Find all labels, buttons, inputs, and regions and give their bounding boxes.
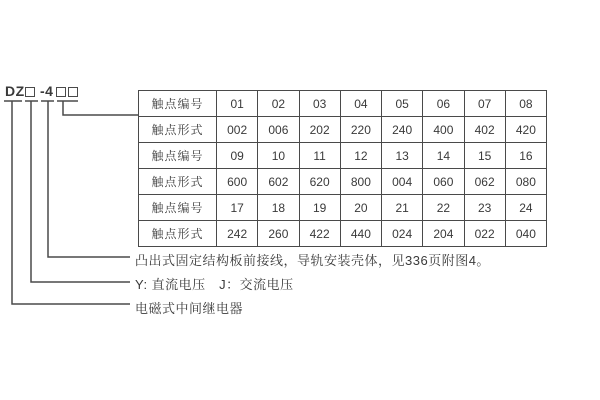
table-cell: 24 <box>505 195 546 221</box>
table-cell: 400 <box>423 117 464 143</box>
table-cell: 15 <box>464 143 505 169</box>
annotation-relay-type: 电磁式中间继电器 <box>135 301 244 316</box>
model-blank-box-1 <box>25 87 35 97</box>
table-row <box>139 91 547 117</box>
table-row <box>139 143 547 169</box>
table-cell: 260 <box>258 221 299 247</box>
table-cell: 07 <box>464 91 505 117</box>
table-cell: 040 <box>505 221 546 247</box>
table-cell: 16 <box>505 143 546 169</box>
table-cell: 22 <box>423 195 464 221</box>
connector-line-voltage <box>31 101 130 282</box>
table-row-label: 触点编号 <box>139 143 217 169</box>
connector-line-contacts <box>63 101 138 115</box>
table-cell: 600 <box>217 169 258 195</box>
table-cell: 04 <box>340 91 381 117</box>
table-cell: 022 <box>464 221 505 247</box>
table-cell: 19 <box>299 195 340 221</box>
connector-line-structure <box>48 101 130 257</box>
table-cell: 13 <box>382 143 423 169</box>
model-prefix: DZ <box>5 83 25 99</box>
table-cell: 422 <box>299 221 340 247</box>
table-cell: 08 <box>505 91 546 117</box>
table-cell: 10 <box>258 143 299 169</box>
table-cell: 062 <box>464 169 505 195</box>
table-cell: 23 <box>464 195 505 221</box>
table-cell: 060 <box>423 169 464 195</box>
table-cell: 17 <box>217 195 258 221</box>
table-cell: 440 <box>340 221 381 247</box>
table-cell: 240 <box>382 117 423 143</box>
table-cell: 602 <box>258 169 299 195</box>
table-cell: 202 <box>299 117 340 143</box>
table-row-label: 触点形式 <box>139 221 217 247</box>
table-cell: 220 <box>340 117 381 143</box>
table-cell: 620 <box>299 169 340 195</box>
table-cell: 402 <box>464 117 505 143</box>
table-cell: 02 <box>258 91 299 117</box>
table-cell: 420 <box>505 117 546 143</box>
table-row <box>139 221 547 247</box>
contact-table <box>138 90 547 247</box>
table-cell: 800 <box>340 169 381 195</box>
table-row-label: 触点编号 <box>139 91 217 117</box>
table-row <box>139 117 547 143</box>
table-cell: 004 <box>382 169 423 195</box>
table-cell: 18 <box>258 195 299 221</box>
table-row-label: 触点形式 <box>139 169 217 195</box>
table-row <box>139 195 547 221</box>
table-cell: 05 <box>382 91 423 117</box>
table-cell: 21 <box>382 195 423 221</box>
model-infix: -4 <box>40 83 54 99</box>
table-cell: 14 <box>423 143 464 169</box>
table-cell: 024 <box>382 221 423 247</box>
table-row <box>139 169 547 195</box>
table-cell: 002 <box>217 117 258 143</box>
table-cell: 06 <box>423 91 464 117</box>
table-cell: 006 <box>258 117 299 143</box>
annotation-structure: 凸出式固定结构板前接线，导轨安装壳体，见336页附图4。 <box>135 253 490 268</box>
annotation-voltage: Y: 直流电压 J：交流电压 <box>135 277 294 292</box>
table-cell: 11 <box>299 143 340 169</box>
table-cell: 242 <box>217 221 258 247</box>
table-row-label: 触点形式 <box>139 117 217 143</box>
model-blank-box-3 <box>68 87 78 97</box>
table-cell: 204 <box>423 221 464 247</box>
table-cell: 12 <box>340 143 381 169</box>
table-row-label: 触点编号 <box>139 195 217 221</box>
table-cell: 01 <box>217 91 258 117</box>
model-blank-box-2 <box>56 87 66 97</box>
table-cell: 080 <box>505 169 546 195</box>
table-cell: 03 <box>299 91 340 117</box>
connector-line-dz <box>12 101 130 304</box>
table-cell: 20 <box>340 195 381 221</box>
table-cell: 09 <box>217 143 258 169</box>
